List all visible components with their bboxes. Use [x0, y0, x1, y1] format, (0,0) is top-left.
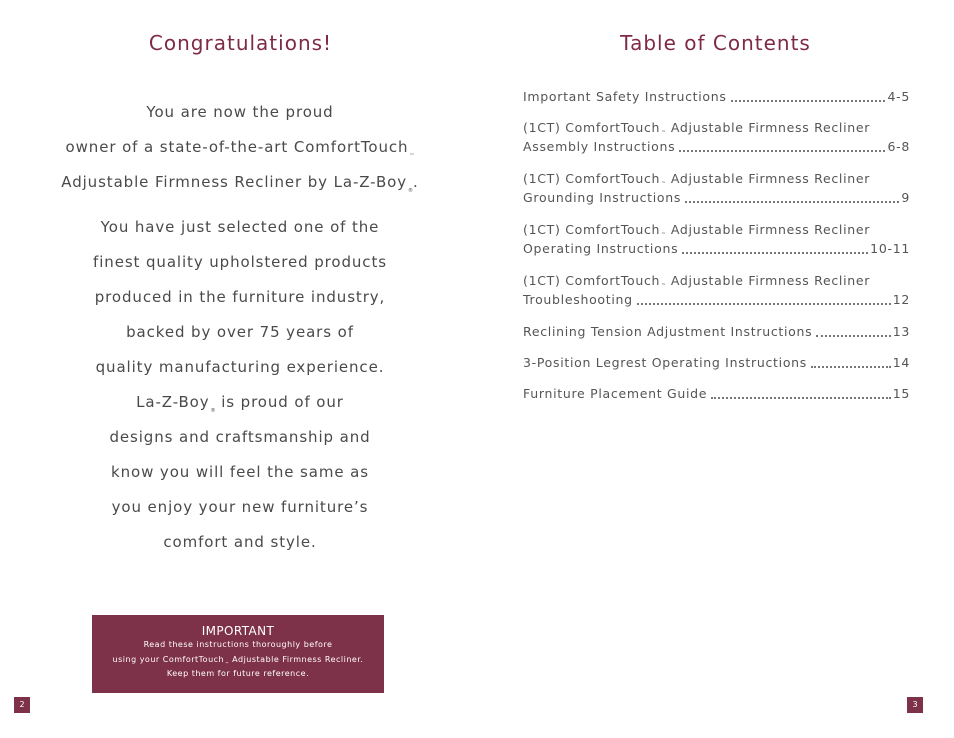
toc-title: Assembly Instructions: [523, 139, 676, 154]
trademark-mark: ™: [661, 130, 667, 136]
toc-leader: [816, 335, 890, 337]
intro-line: Adjustable Firmness Recliner by La-Z-Boy®.: [61, 173, 419, 194]
toc-title: Operating Instructions: [523, 241, 679, 256]
toc-pages: 12: [892, 292, 910, 307]
toc-entry[interactable]: [523, 169, 910, 220]
intro-line: You have just selected one of the: [100, 218, 380, 236]
page-number: 2: [14, 697, 30, 713]
trademark-mark: ™: [661, 232, 667, 238]
trademark-mark: ™: [661, 181, 667, 187]
toc-pages: 14: [892, 355, 910, 370]
intro-line: backed by over 75 years of: [126, 323, 354, 341]
toc-title: Important Safety Instructions: [523, 89, 727, 104]
toc-leader: [685, 201, 899, 203]
toc-leader: [679, 150, 885, 152]
toc-title: Troubleshooting: [523, 292, 633, 307]
notice-line: Read these instructions thoroughly before: [143, 640, 333, 649]
table-of-contents-heading: Table of Contents: [620, 31, 811, 55]
toc-leader: [811, 366, 891, 368]
toc-pages: 10-11: [870, 241, 910, 256]
congratulations-heading: Congratulations!: [148, 31, 333, 55]
intro-line: produced in the furniture industry,: [94, 288, 386, 306]
toc-leader: [711, 397, 890, 399]
toc-pages: 15: [892, 386, 910, 401]
notice-title: IMPORTANT: [201, 624, 275, 638]
toc-product-line: (1CT) ComfortTouch™ Adjustable Firmness Recliner: [523, 120, 871, 136]
toc-pages: 4-5: [887, 89, 910, 104]
registered-mark: ®: [210, 408, 216, 414]
intro-line: know you will feel the same as: [111, 463, 369, 481]
trademark-mark: ™: [225, 660, 230, 666]
registered-mark: ®: [408, 188, 414, 194]
intro-line: finest quality upholstered products: [93, 253, 387, 271]
trademark-mark: ™: [661, 283, 667, 289]
intro-line: you enjoy your new furniture’s: [111, 498, 369, 516]
notice-line: using your ComfortTouch™ Adjustable Firmness Recliner.: [112, 654, 364, 666]
trademark-mark: ™: [409, 153, 415, 159]
page-number: 3: [907, 697, 923, 713]
toc-entry[interactable]: [523, 220, 910, 271]
notice-line: Keep them for future reference.: [166, 669, 310, 678]
toc-title: Furniture Placement Guide: [523, 386, 708, 401]
intro-line: owner of a state-of-the-art ComfortTouch™: [65, 138, 415, 159]
intro-line: designs and craftsmanship and: [109, 428, 371, 446]
toc-entry[interactable]: [523, 118, 910, 169]
intro-line: quality manufacturing experience.: [95, 358, 385, 376]
toc-title: Reclining Tension Adjustment Instructions: [523, 324, 813, 339]
toc-pages: 6-8: [887, 139, 910, 154]
toc-entry[interactable]: [523, 353, 910, 384]
toc-entry[interactable]: [523, 87, 910, 118]
toc-pages: 9: [901, 190, 910, 205]
intro-line: La-Z-Boy® is proud of our: [136, 393, 344, 414]
intro-line: comfort and style.: [163, 533, 317, 551]
toc-product-line: (1CT) ComfortTouch™ Adjustable Firmness Recliner: [523, 171, 871, 187]
toc-pages: 13: [892, 324, 910, 339]
toc-title: 3-Position Legrest Operating Instructions: [523, 355, 807, 370]
toc-product-line: (1CT) ComfortTouch™ Adjustable Firmness Recliner: [523, 222, 871, 238]
toc-leader: [682, 252, 868, 254]
toc-entry[interactable]: [523, 322, 910, 353]
toc-entry[interactable]: [523, 271, 910, 322]
intro-line: You are now the proud: [146, 103, 334, 121]
toc-entry[interactable]: [523, 384, 910, 415]
right-page: [477, 0, 954, 738]
toc-product-line: (1CT) ComfortTouch™ Adjustable Firmness Recliner: [523, 273, 871, 289]
intro-text: [30, 95, 450, 560]
toc-leader: [731, 100, 886, 102]
table-of-contents: [523, 87, 910, 415]
important-notice: [92, 615, 384, 693]
toc-title: Grounding Instructions: [523, 190, 682, 205]
toc-leader: [637, 303, 891, 305]
